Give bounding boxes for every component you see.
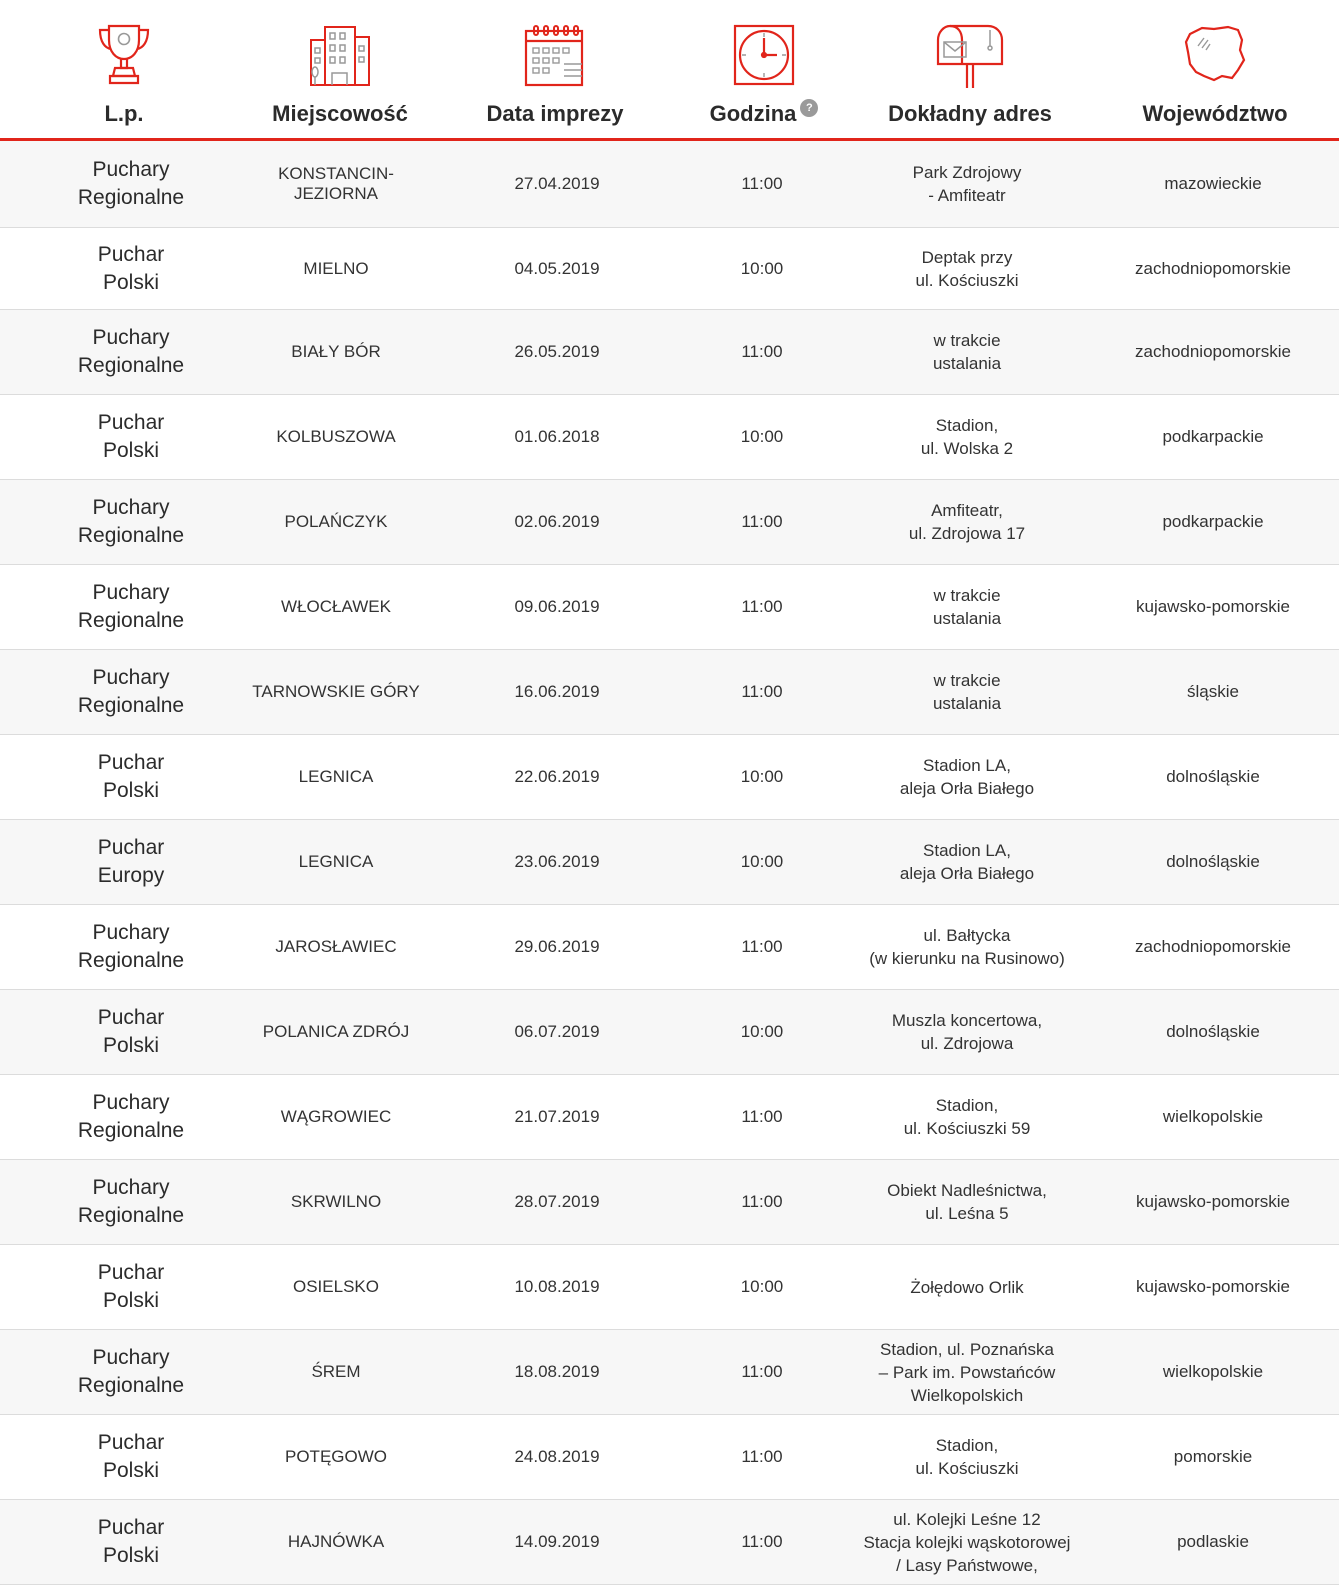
cell-data: 10.08.2019: [514, 1277, 600, 1296]
header-data-label: Data imprezy: [486, 101, 624, 126]
buildings-icon: [309, 24, 371, 93]
cell-lp: Puchary Regionalne: [77, 666, 185, 717]
cell-data: 22.06.2019: [514, 767, 600, 786]
cell-lp: Puchar Polski: [97, 1431, 165, 1482]
cell-godzina: 11:00: [741, 512, 783, 531]
cell-data: 28.07.2019: [514, 1192, 600, 1211]
cell-miejscowosc: JAROSŁAWIEC: [275, 937, 397, 956]
header-wojewodztwo: [1115, 0, 1315, 138]
cell-data: 26.05.2019: [514, 342, 600, 361]
table-header: [0, 0, 1339, 141]
cell-miejscowosc: WŁOCŁAWEK: [281, 597, 391, 616]
cell-wojewodztwo: kujawsko-pomorskie: [1136, 1277, 1290, 1296]
cell-data: 14.09.2019: [514, 1532, 600, 1551]
cell-data: 18.08.2019: [514, 1362, 600, 1381]
cell-godzina: 11:00: [741, 342, 783, 361]
cell-wojewodztwo: podlaskie: [1177, 1532, 1249, 1551]
cell-data: 06.07.2019: [514, 1022, 600, 1041]
cell-miejscowosc: OSIELSKO: [293, 1277, 379, 1296]
cell-miejscowosc: BIAŁY BÓR: [291, 342, 381, 361]
cell-adres: Żołędowo Orlik: [910, 1277, 1024, 1297]
cell-wojewodztwo: kujawsko-pomorskie: [1136, 1192, 1290, 1211]
table-row: [0, 735, 1339, 820]
cell-data: 04.05.2019: [514, 258, 600, 278]
cell-lp: Puchary Regionalne: [77, 326, 185, 377]
cell-adres: ul. Bałtycka (w kierunku na Rusinowo): [869, 926, 1065, 968]
cell-miejscowosc: POLAŃCZYK: [284, 512, 388, 531]
cell-godzina: 10:00: [740, 1277, 784, 1296]
events-table-body: [0, 141, 1339, 1585]
cell-wojewodztwo: kujawsko-pomorskie: [1136, 597, 1290, 616]
table-row: [0, 228, 1339, 310]
cell-adres: Stadion, ul. Wolska 2: [920, 416, 1014, 458]
cell-adres: w trakcie ustalania: [932, 586, 1002, 628]
header-wojewodztwo-label: Województwo: [1142, 101, 1288, 126]
cell-godzina: 11:00: [741, 1532, 783, 1551]
cell-godzina: 10:00: [740, 427, 784, 446]
cell-adres: Stadion, ul. Kościuszki 59: [903, 1096, 1031, 1138]
table-row: [0, 141, 1339, 228]
cell-data: 24.08.2019: [514, 1447, 600, 1466]
cell-godzina: 11:00: [741, 174, 783, 193]
cell-miejscowosc: KONSTANCIN- JEZIORNA: [278, 164, 394, 203]
header-lp-label: L.p.: [104, 101, 144, 126]
cell-miejscowosc: LEGNICA: [298, 767, 374, 786]
table-row: [0, 820, 1339, 905]
cell-lp: Puchar Polski: [97, 242, 165, 294]
cell-wojewodztwo: zachodniopomorskie: [1135, 258, 1291, 278]
table-row: [0, 565, 1339, 650]
cell-adres: ul. Kolejki Leśne 12 Stacja kolejki wąskotorowej / Lasy Państwowe,: [863, 1509, 1071, 1575]
cell-data: 29.06.2019: [514, 937, 600, 956]
table-row: [0, 1500, 1339, 1585]
cell-adres: Stadion, ul. Kościuszki: [915, 1436, 1019, 1478]
cell-godzina: 10:00: [740, 767, 784, 786]
cell-data: 23.06.2019: [514, 852, 600, 871]
table-row: [0, 480, 1339, 565]
cell-adres: Park Zdrojowy - Amfiteatr: [912, 163, 1022, 205]
cell-wojewodztwo: dolnośląskie: [1166, 1022, 1260, 1041]
cell-miejscowosc: MIELNO: [303, 258, 369, 278]
cell-godzina: 11:00: [741, 1107, 783, 1126]
cell-adres: w trakcie ustalania: [932, 331, 1002, 373]
cell-wojewodztwo: zachodniopomorskie: [1135, 342, 1291, 361]
mailbox-icon: [936, 24, 1004, 95]
cell-miejscowosc: KOLBUSZOWA: [276, 427, 396, 446]
cell-miejscowosc: POLANICA ZDRÓJ: [262, 1022, 410, 1041]
cell-miejscowosc: LEGNICA: [298, 852, 374, 871]
table-row: [0, 650, 1339, 735]
cell-godzina: 11:00: [741, 597, 783, 616]
table-row: [0, 1075, 1339, 1160]
cell-miejscowosc: HAJNÓWKA: [287, 1532, 385, 1551]
calendar-icon: [524, 24, 586, 93]
cell-miejscowosc: TARNOWSKIE GÓRY: [252, 682, 420, 701]
cell-lp: Puchary Regionalne: [77, 1176, 185, 1227]
clock-icon: [733, 24, 795, 91]
table-row: [0, 1415, 1339, 1500]
cell-godzina: 10:00: [740, 1022, 784, 1041]
cell-miejscowosc: POTĘGOWO: [285, 1447, 387, 1466]
header-data: [455, 0, 655, 138]
cell-lp: Puchar Polski: [97, 751, 165, 802]
cell-adres: Deptak przy ul. Kościuszki: [915, 247, 1019, 290]
cell-data: 16.06.2019: [514, 682, 600, 701]
cell-lp: Puchar Polski: [97, 411, 165, 462]
cell-adres: w trakcie ustalania: [932, 671, 1002, 713]
cell-adres: Stadion LA, aleja Orła Białego: [899, 756, 1035, 798]
cell-godzina: 11:00: [741, 1192, 783, 1211]
cell-wojewodztwo: wielkopolskie: [1162, 1362, 1264, 1381]
table-row: [0, 905, 1339, 990]
table-row: [0, 310, 1339, 395]
cell-godzina: 11:00: [741, 682, 783, 701]
cell-miejscowosc: ŚREM: [311, 1362, 361, 1381]
trophy-icon: [97, 24, 151, 91]
header-adres: [870, 0, 1070, 138]
cell-lp: Puchar Europy: [97, 836, 165, 887]
header-godzina: [664, 0, 864, 138]
help-icon[interactable]: ?: [800, 99, 818, 117]
cell-godzina: 11:00: [741, 937, 783, 956]
cell-lp: Puchary Regionalne: [77, 1091, 185, 1142]
cell-adres: Obiekt Nadleśnictwa, ul. Leśna 5: [887, 1181, 1047, 1223]
cell-lp: Puchary Regionalne: [77, 158, 185, 209]
cell-godzina: 11:00: [741, 1362, 783, 1381]
header-miejscowosc: [240, 0, 440, 138]
cell-wojewodztwo: śląskie: [1187, 682, 1239, 701]
cell-wojewodztwo: zachodniopomorskie: [1135, 937, 1291, 956]
cell-lp: Puchar Polski: [97, 1516, 165, 1567]
cell-miejscowosc: SKRWILNO: [290, 1192, 382, 1211]
cell-lp: Puchar Polski: [97, 1006, 165, 1057]
cell-data: 21.07.2019: [514, 1107, 600, 1126]
cell-wojewodztwo: wielkopolskie: [1162, 1107, 1264, 1126]
cell-godzina: 11:00: [741, 1447, 783, 1466]
header-adres-label: Dokładny adres: [888, 101, 1052, 126]
cell-lp: Puchary Regionalne: [77, 581, 185, 632]
cell-miejscowosc: WĄGROWIEC: [280, 1107, 392, 1126]
cell-wojewodztwo: dolnośląskie: [1166, 852, 1260, 871]
cell-adres: Stadion, ul. Poznańska – Park im. Powstańców Wielkopolskich: [878, 1339, 1056, 1405]
header-godzina-label: Godzina ?: [664, 101, 864, 127]
cell-data: 02.06.2019: [514, 512, 600, 531]
cell-lp: Puchary Regionalne: [77, 496, 185, 547]
poland-map-icon: [1184, 24, 1246, 89]
table-row: [0, 990, 1339, 1075]
table-row: [0, 1160, 1339, 1245]
cell-adres: Muszla koncertowa, ul. Zdrojowa: [891, 1011, 1043, 1053]
cell-wojewodztwo: mazowieckie: [1164, 174, 1262, 193]
cell-data: 01.06.2018: [514, 427, 600, 446]
cell-lp: Puchar Polski: [97, 1261, 165, 1312]
cell-wojewodztwo: dolnośląskie: [1166, 767, 1260, 786]
cell-lp: Puchary Regionalne: [77, 1346, 185, 1397]
cell-adres: Amfiteatr, ul. Zdrojowa 17: [908, 501, 1026, 543]
cell-data: 27.04.2019: [514, 174, 600, 193]
table-row: [0, 1245, 1339, 1330]
cell-wojewodztwo: pomorskie: [1173, 1447, 1253, 1466]
table-row: [0, 395, 1339, 480]
header-miejscowosc-label: Miejscowość: [272, 101, 408, 126]
cell-data: 09.06.2019: [514, 597, 600, 616]
cell-adres: Stadion LA, aleja Orła Białego: [899, 841, 1035, 883]
cell-godzina: 10:00: [740, 258, 784, 278]
table-row: [0, 1330, 1339, 1415]
cell-lp: Puchary Regionalne: [77, 921, 185, 972]
cell-wojewodztwo: podkarpackie: [1162, 512, 1264, 531]
cell-wojewodztwo: podkarpackie: [1162, 427, 1264, 446]
header-lp: [24, 0, 224, 138]
cell-godzina: 10:00: [740, 852, 784, 871]
